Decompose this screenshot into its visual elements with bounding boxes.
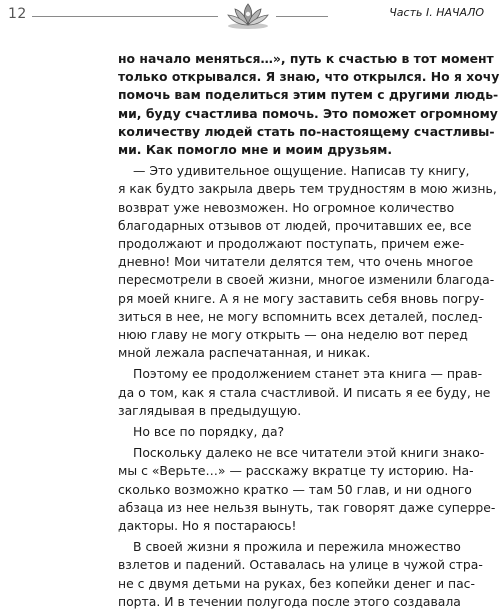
paragraph xyxy=(118,444,496,535)
text-line: сколько возможно кратко — там 50 глав, и ни одного xyxy=(118,481,472,497)
text-line: количеству людей стать по-настоящему счастливы- xyxy=(118,123,495,139)
text-line: Но все по порядку, да? xyxy=(133,424,285,440)
text-line: благодарных отзывов от людей, прочитавших ее, все xyxy=(118,217,472,233)
header-rule-left xyxy=(32,16,218,17)
header-rule-right xyxy=(276,16,328,17)
text-line: ми, буду счастлива помочь. Это поможет огромному xyxy=(118,105,498,121)
text-line: пересмотрели в своей жизни, многое изменили благода- xyxy=(118,272,495,288)
text-line: только открывался. Я знаю, что открылся. Но я хочу xyxy=(118,69,500,85)
paragraph xyxy=(118,365,491,420)
text-line: — Это удивительное ощущение. Написав ту книгу, xyxy=(133,163,470,179)
text-line: возврат уже невозможен. Но огромное количество xyxy=(118,199,455,215)
text-line: помочь вам поделиться этим путем с другими людь- xyxy=(118,87,499,103)
text-line: порта. И в течении полугода после этого создавала xyxy=(118,593,461,609)
text-line: нюю главу не могу открыть — она неделю вот перед xyxy=(118,327,468,343)
text-line: не с двумя детьми на руках, без копейки денег и пас- xyxy=(118,575,475,591)
text-line: взлетов и падений. Оставалась на улице в чужой стра- xyxy=(118,557,483,573)
text-line: ря моей книге. А я не могу заставить себя вновь погру- xyxy=(118,290,485,306)
page-header xyxy=(0,0,500,34)
text-line: Поэтому ее продолжением станет эта книга — прав- xyxy=(133,366,483,382)
page-number: 12 xyxy=(8,6,27,22)
text-line: но начало меняться…», путь к счастью в тот момент xyxy=(118,51,494,66)
paragraph xyxy=(118,538,483,611)
text-line: продолжают и продолжают поступать, причем еже- xyxy=(118,236,465,252)
text-line: абзаца из нее нельзя вынуть, так говорят даже суперре- xyxy=(118,499,496,515)
text-line: ми. Как помогло мне и моим друзьям. xyxy=(118,142,393,158)
text-line: дневно! Мои читатели делятся тем, что очень многое xyxy=(118,254,474,270)
text-line: В своей жизни я прожила и пережила множество xyxy=(133,539,461,555)
lotus-icon xyxy=(224,0,272,32)
text-line: заглядывая в предыдущую. xyxy=(118,402,302,418)
running-head: Часть I. НАЧАЛО xyxy=(389,6,484,19)
paragraph xyxy=(118,162,497,362)
page-body xyxy=(118,50,500,611)
text-line: дакторы. Но я постараюсь! xyxy=(118,518,297,534)
paragraph xyxy=(118,423,402,441)
text-line: Поскольку далеко не все читатели этой книги знако- xyxy=(133,445,485,461)
text-line: мной лежала распечатанная, и никак. xyxy=(118,345,371,361)
paragraph xyxy=(118,50,500,159)
text-line: да о том, как я стала счастливой. И писать я ее буду, не xyxy=(118,384,491,400)
text-line: зиться в нее, не могу вспомнить всех деталей, послед- xyxy=(118,308,483,324)
text-line: я как будто закрыла дверь тем трудностям в мою жизнь, xyxy=(118,181,497,197)
text-line: мы с «Верьте…» — расскажу вкратце ту историю. На- xyxy=(118,463,474,479)
